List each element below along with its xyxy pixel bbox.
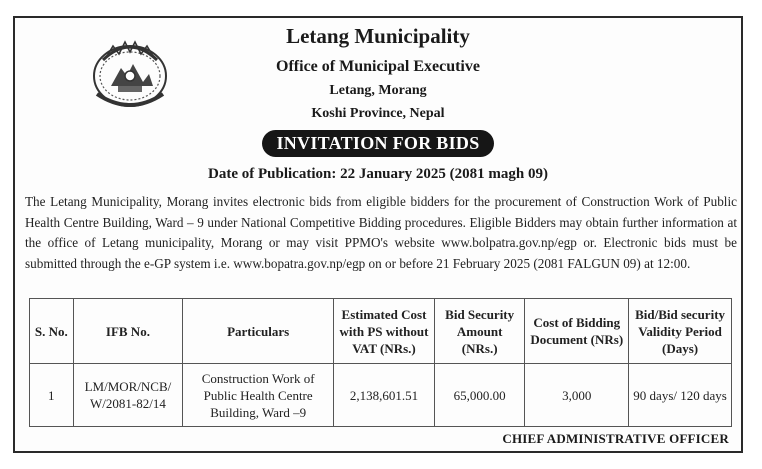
header-sn: S. No. bbox=[30, 299, 74, 364]
cell-sn: 1 bbox=[30, 364, 74, 427]
invitation-banner: INVITATION FOR BIDS bbox=[262, 130, 493, 157]
header-particulars: Particulars bbox=[183, 299, 334, 364]
notice-paragraph: The Letang Municipality, Morang invites electronic bids from eligible bidders for the procurement of Construction Work of Public Health Centre Building, Ward – 9 under National Competitive Bidding procedures. Eligible Bidders may obtain further information at the office of Letang municipality, Morang or may visit PPMO's website www.bolpatra.gov.np/egp or. Electronic bids must be submitted through the e-GP system i.e. www.bopatra.gov.np/egp on or before 21 February 2025 (2081 FALGUN 09) at 12:00. bbox=[25, 194, 737, 271]
publication-date: Date of Publication: 22 January 2025 (2081 magh 09) bbox=[208, 166, 548, 182]
header-ifb: IFB No. bbox=[73, 299, 183, 364]
header-bidding-doc-cost: Cost of Bidding Document (NRs) bbox=[525, 299, 629, 364]
location: Letang, Morang bbox=[329, 83, 427, 98]
cell-validity: 90 days/ 120 days bbox=[629, 364, 732, 427]
cell-estimated-cost: 2,138,601.51 bbox=[334, 364, 435, 427]
municipality-title: Letang Municipality bbox=[286, 24, 470, 48]
table-header-row bbox=[30, 299, 732, 364]
header-validity: Bid/Bid security Validity Period (Days) bbox=[629, 299, 732, 364]
signature: CHIEF ADMINISTRATIVE OFFICER bbox=[502, 431, 729, 446]
banner-wrap bbox=[15, 130, 741, 157]
cell-bidding-doc-cost: 3,000 bbox=[525, 364, 629, 427]
province: Koshi Province, Nepal bbox=[311, 106, 445, 121]
bids-table bbox=[29, 298, 732, 427]
office-name: Office of Municipal Executive bbox=[276, 58, 480, 75]
cell-ifb: LM/MOR/NCB/ W/2081-82/14 bbox=[73, 364, 183, 427]
table-row bbox=[30, 364, 732, 427]
header-estimated-cost: Estimated Cost with PS without VAT (NRs.) bbox=[334, 299, 435, 364]
cell-bid-security: 65,000.00 bbox=[434, 364, 524, 427]
cell-particulars: Construction Work of Public Health Centre Building, Ward –9 bbox=[183, 364, 334, 427]
header-bid-security: Bid Security Amount (NRs.) bbox=[434, 299, 524, 364]
bid-notice bbox=[13, 16, 743, 453]
